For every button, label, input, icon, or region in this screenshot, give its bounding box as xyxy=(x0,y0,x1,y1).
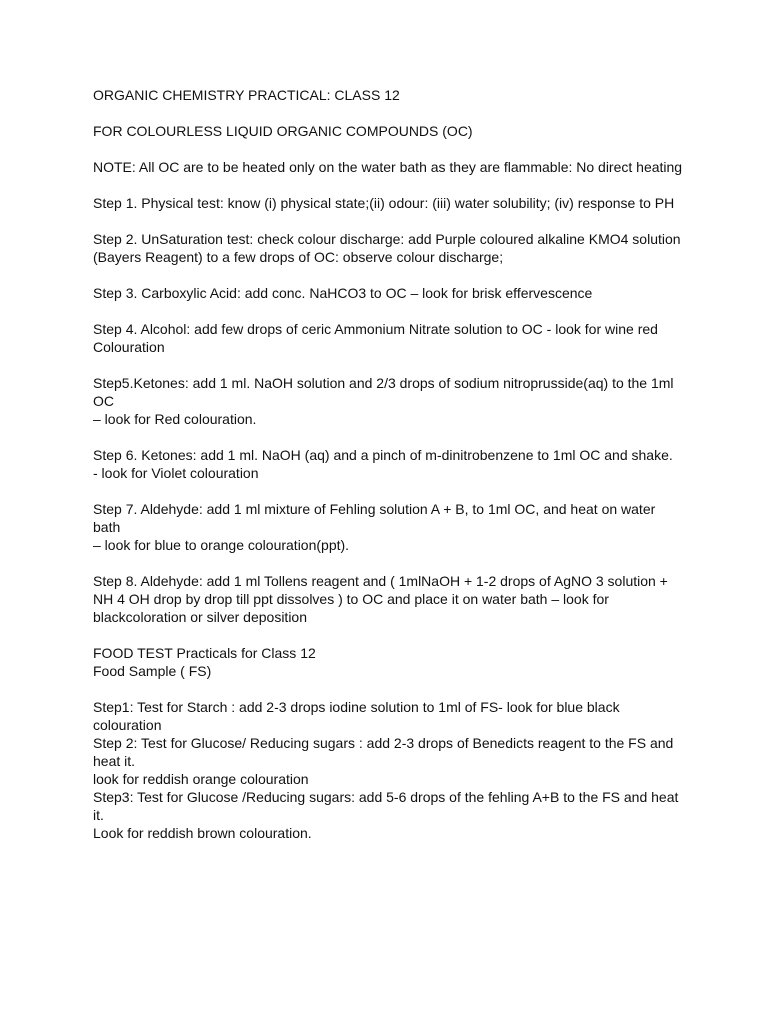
page-title: ORGANIC CHEMISTRY PRACTICAL: CLASS 12 xyxy=(93,87,400,103)
step-7 xyxy=(93,500,683,554)
food-step-2-line-1: Step 2: Test for Glucose/ Reducing sugars : add 2-3 drops of Benedicts reagent to the FS and heat it. xyxy=(93,735,674,769)
section-heading-food: FOOD TEST Practicals for Class 12 xyxy=(93,645,316,661)
food-step-1: Step1: Test for Starch : add 2-3 drops iodine solution to 1ml of FS- look for blue black colouration xyxy=(93,699,620,733)
step-7-line-1: Step 7. Aldehyde: add 1 ml mixture of Fehling solution A + B, to 1ml OC, and heat on water bath xyxy=(93,501,656,535)
food-step-3-line-1: Step3: Test for Glucose /Reducing sugars: add 5-6 drops of the fehling A+B to the FS and heat it. xyxy=(93,789,679,823)
food-step-3 xyxy=(93,788,683,842)
step-4: Step 4. Alcohol: add few drops of ceric Ammonium Nitrate solution to OC - look for wine red Colouration xyxy=(93,321,658,355)
step-7-line-2: – look for blue to orange colouration(ppt). xyxy=(93,537,350,553)
document-body xyxy=(93,86,683,842)
step-6 xyxy=(93,446,683,482)
step-2-line-1: Step 2. UnSaturation test: check colour discharge: add Purple coloured alkaline KMO4 solution xyxy=(93,231,681,247)
step-2-line-2: (Bayers Reagent) to a few drops of OC: observe colour discharge; xyxy=(93,249,504,265)
food-step-2-line-2: look for reddish orange colouration xyxy=(93,771,309,787)
safety-note: NOTE: All OC are to be heated only on the water bath as they are flammable: No direct heating xyxy=(93,159,683,175)
step-1: Step 1. Physical test: know (i) physical state;(ii) odour: (iii) water solubility; (iv) response to PH xyxy=(93,195,675,211)
section-heading-organic: FOR COLOURLESS LIQUID ORGANIC COMPOUNDS (OC) xyxy=(93,123,473,139)
food-step-2 xyxy=(93,734,683,788)
step-5-line-2: – look for Red colouration. xyxy=(93,411,257,427)
step-6-line-1: Step 6. Ketones: add 1 ml. NaOH (aq) and a pinch of m-dinitrobenzene to 1ml OC and shake. xyxy=(93,447,673,463)
food-step-3-line-2: Look for reddish brown colouration. xyxy=(93,825,312,841)
step-6-line-2: - look for Violet colouration xyxy=(93,465,259,481)
step-2 xyxy=(93,230,683,266)
step-5 xyxy=(93,374,683,428)
step-8: Step 8. Aldehyde: add 1 ml Tollens reagent and ( 1mlNaOH + 1-2 drops of AgNO 3 solution + NH 4 OH drop by drop till ppt dissolves ) to OC and place it on water bath – look for blackcoloration or silver deposition xyxy=(93,573,668,625)
food-sample-label: Food Sample ( FS) xyxy=(93,663,212,679)
step-5-line-1: Step5.Ketones: add 1 ml. NaOH solution and 2/3 drops of sodium nitroprusside(aq) to the 1ml OC xyxy=(93,375,674,409)
step-3: Step 3. Carboxylic Acid: add conc. NaHCO3 to OC – look for brisk effervescence xyxy=(93,285,593,301)
